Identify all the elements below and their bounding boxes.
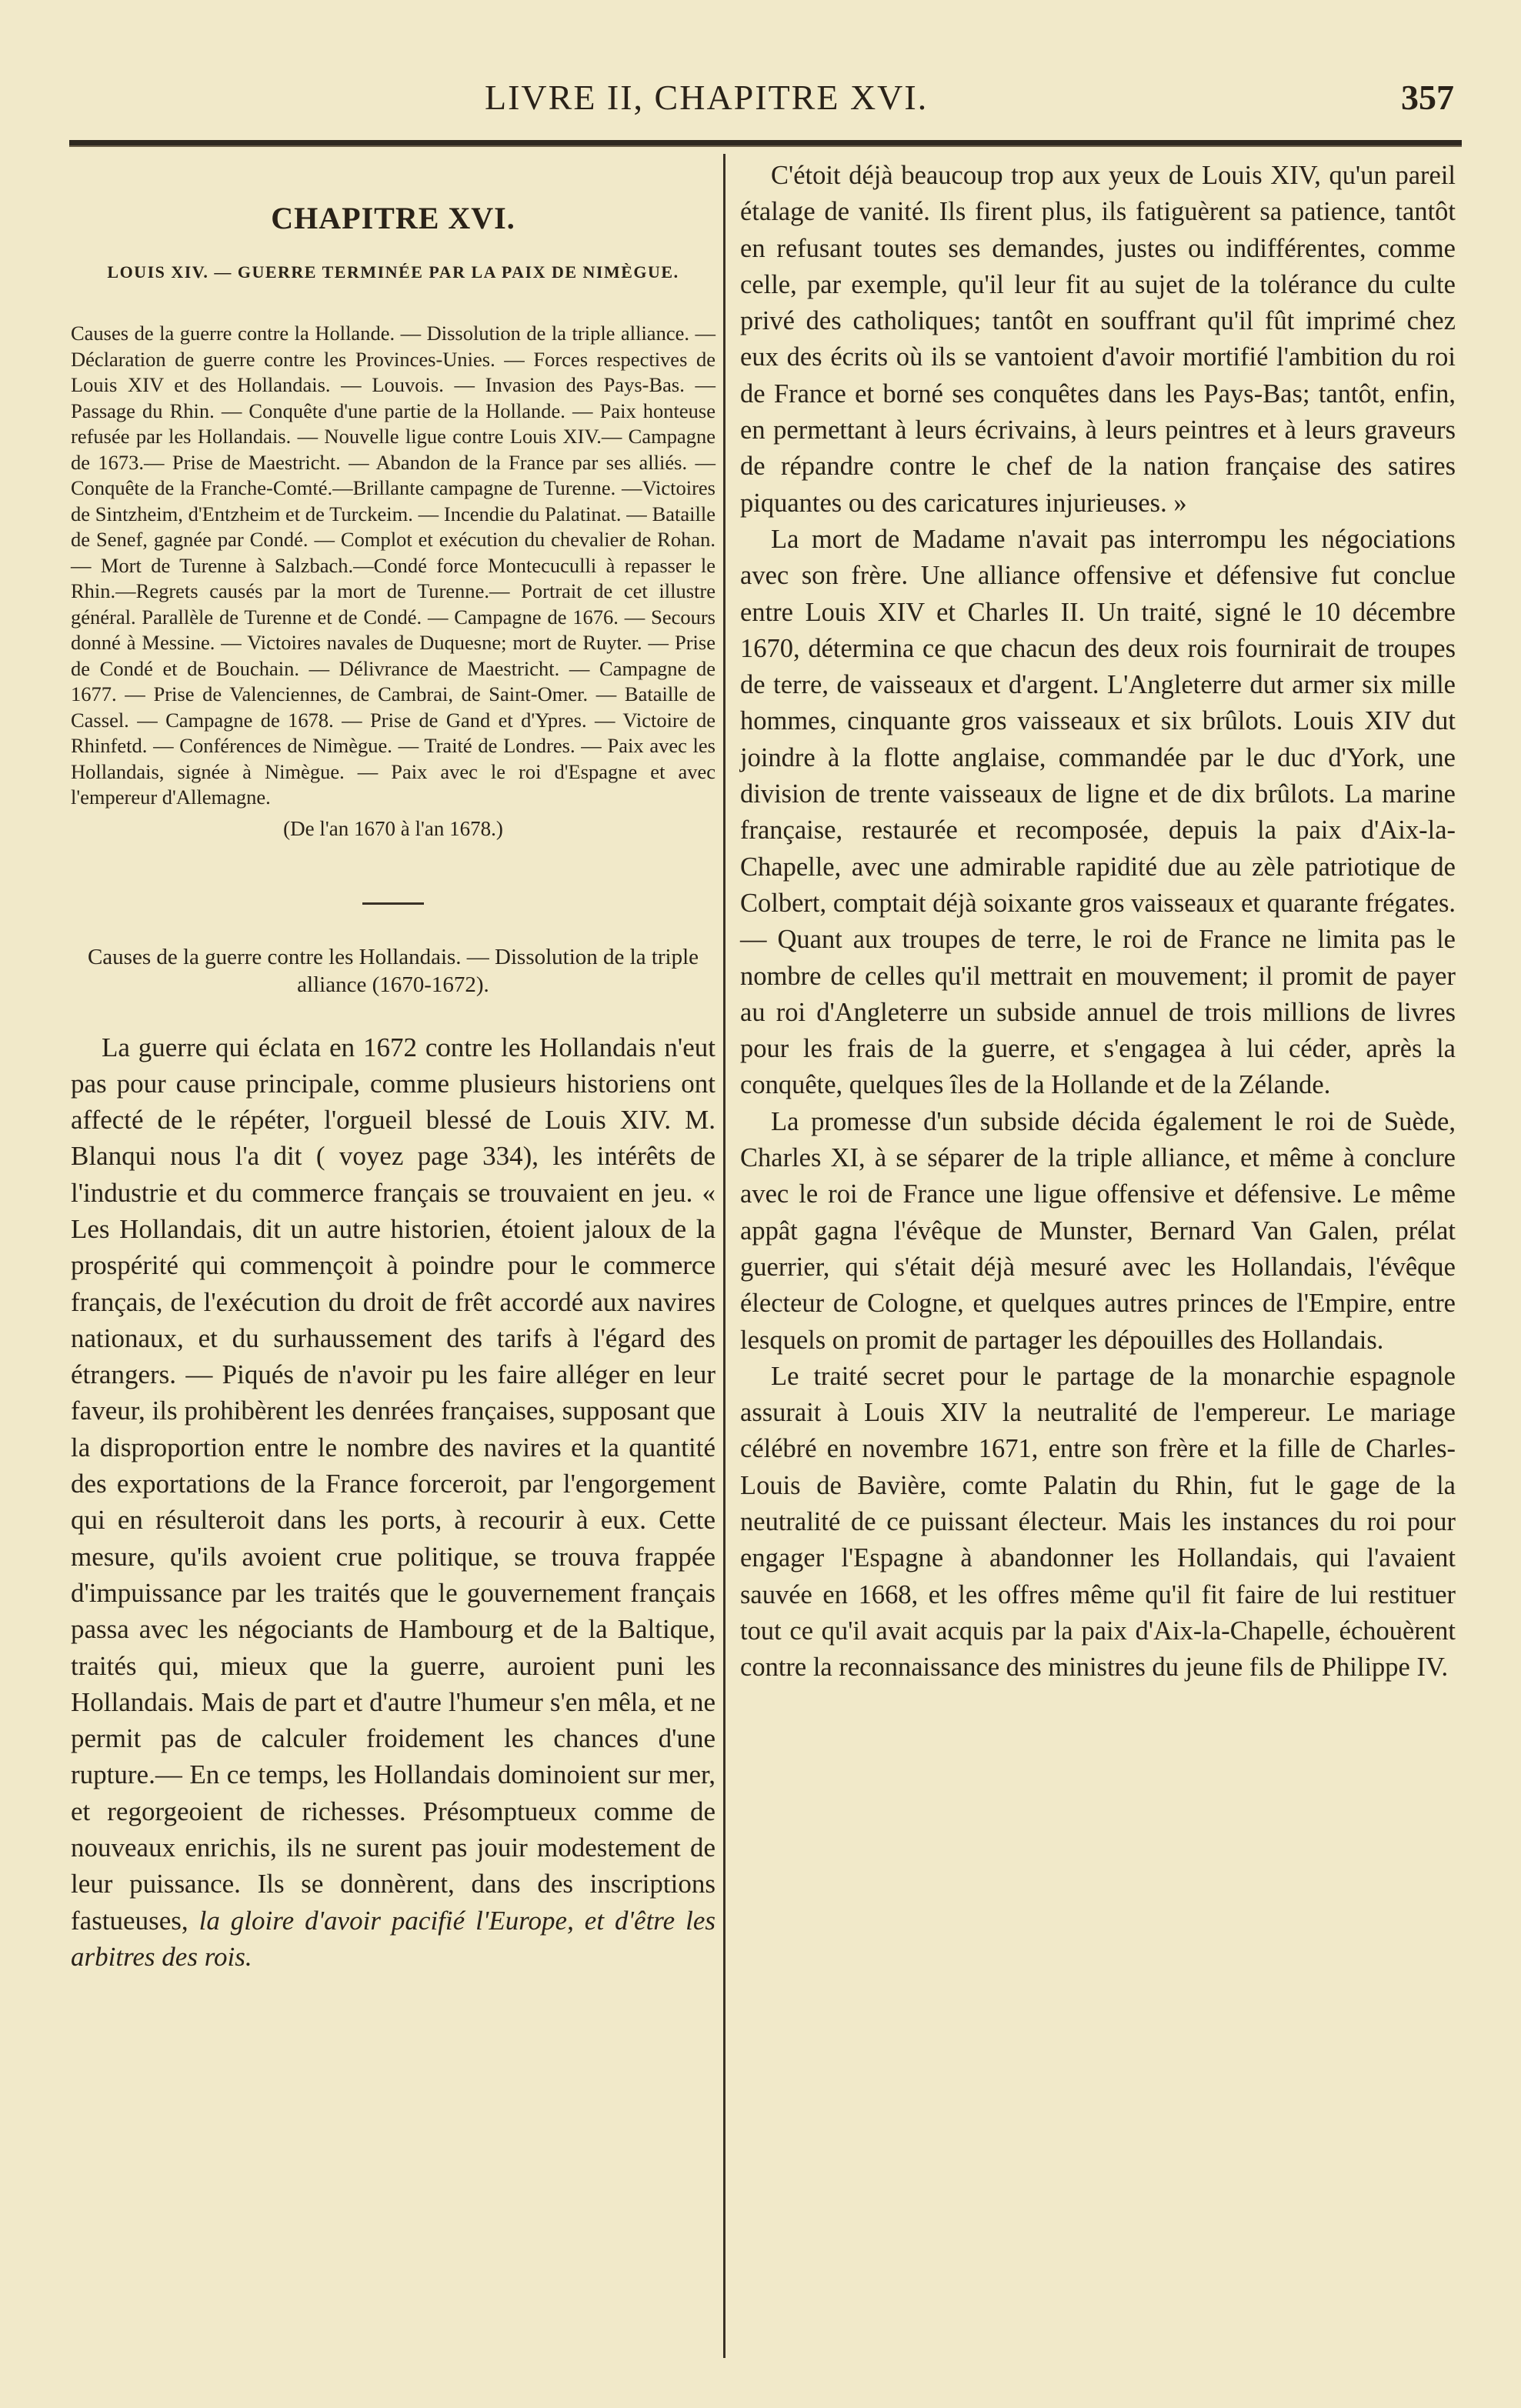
chapter-dates: (De l'an 1670 à l'an 1678.) xyxy=(283,816,503,840)
chapter-title: CHAPITRE XVI. xyxy=(271,201,515,235)
body-paragraph: C'étoit déjà beaucoup trop aux yeux de Louis XIV, qu'un pareil étalage de vanité. Ils firent plus, ils fatiguèrent sa patience, tantôt en refusant toutes ses demandes, justes ou indifférentes, comme celle, par exemple, qu'il leur fit au sujet de la tolérance du culte privé des catholiques; tantôt en souffrant qu'il fût imprimé chez eux des écrits où ils se vantoient d'avoir mortifié l'ambition du roi de France et borné ses conquêtes dans les Pays-Bas; tantôt, enfin, en permettant à leurs écrivains, à leurs peintres et à leurs graveurs de répandre contre le chef de la nation française des satires piquantes ou des caricatures injurieuses. » xyxy=(740,161,1456,518)
chapter-subtitle: LOUIS XIV. — GUERRE TERMINÉE PAR LA PAIX DE NIMÈGUE. xyxy=(107,262,679,282)
header-rule xyxy=(69,140,1462,147)
chapter-summary: Causes de la guerre contre la Hollande. — Dissolution de la triple alliance. — Déclaration de guerre contre les Provinces-Unies. — Forces respectives de Louis XIV et des Hollandais. — Louvois. — Invasion des Pays-Bas. — Passage du Rhin. — Conquête d'une partie de la Hollande. — Paix honteuse refusée par les Hollandais. — Nouvelle ligue contre Louis XIV.— Campagne de 1673.— Prise de Maestricht. — Abandon de la France par ses alliés. — Conquête de la Franche-Comté.—Brillante campagne de Turenne. —Victoires de Sintzheim, d'Entzheim et de Turckeim. — Incendie du Palatinat. — Bataille de Senef, gagnée par Condé. — Complot et exécution du chevalier de Rohan. — Mort de Turenne à Salzbach.—Condé force Montecuculli à repasser le Rhin.—Regrets causés par la mort de Turenne.— Portrait de cet illustre général. Parallèle de Turenne et de Condé. — Campagne de 1676. — Secours donné à Messine. — Victoires navales de Duquesne; mort de Ruyter. — Prise de Condé et de Bouchain. — Délivrance de Maestricht. — Campagne de 1677. — Prise de Valenciennes, de Cambrai, de Saint-Omer. — Bataille de Cassel. — Campagne de 1678. — Prise de Gand et d'Ypres. — Victoire de Rhinfetd. — Conférences de Nimègue. — Traité de Londres. — Paix avec les Hollandais, signée à Nimègue. — Paix avec le roi d'Espagne et avec l'empereur d'Allemagne. xyxy=(71,322,715,809)
body-paragraph: Le traité secret pour le partage de la monarchie espagnole assurait à Louis XIV la neutralité de l'empereur. Le mariage célébré en novembre 1671, entre son frère et la fille de Charles-Louis de Bavière, comte Palatin du Rhin, fut le gage de la neutralité de ce puissant électeur. Mais les instances du roi pour engager l'Espagne à abandonner les Hollandais, qui l'avaient sauvée en 1668, et les offres même qu'il fit faire de lui restituer tout ce qu'il avait acquis par la paix d'Aix-la-Chapelle, échouèrent contre la reconnaissance des ministres du jeune fils de Philippe IV. xyxy=(740,1361,1456,1683)
section-heading: Causes de la guerre contre les Hollandais. — Dissolution de la triple alliance (1670-1672). xyxy=(87,944,699,997)
running-title: LIVRE II, CHAPITRE XVI. xyxy=(485,78,929,117)
page-header xyxy=(69,77,1462,123)
body-paragraph xyxy=(71,1029,715,1976)
body-paragraph: La promesse d'un subside décida également le roi de Suède, Charles XI, à se séparer de la triple alliance, et même à conclure avec le roi de France une ligue offensive et défensive. Le même appât gagna l'évêque de Munster, Bernard Van Galen, prélat guerrier, qui s'était déjà mesuré avec les Hollandais, l'évêque électeur de Cologne, et quelques autres princes de l'Empire, entre lesquels on promit de partager les dépouilles des Hollandais. xyxy=(740,1106,1456,1355)
page-number: 357 xyxy=(1401,78,1454,117)
body-italic-quote: la gloire d'avoir pacifié l'Europe, et d'être les arbitres des rois. xyxy=(71,1905,715,1972)
section-separator xyxy=(362,902,424,905)
body-paragraph: La mort de Madame n'avait pas interrompu les négociations avec son frère. Une alliance offensive et défensive fut conclue entre Louis XIV et Charles II. Un traité, signé le 10 décembre 1670, détermina ce que chacun des deux rois fournirait de troupes de terre, de vaisseaux et d'argent. L'Angleterre dut armer six mille hommes, cinquante gros vaisseaux et six brûlots. Louis XIV dut joindre à la flotte anglaise, commandée par le duc d'York, une division de trente vaisseaux de ligne et de dix brûlots. La marine française, restaurée et recomposée, depuis la paix d'Aix-la-Chapelle, avec une admirable rapidité due au zèle patriotique de Colbert, comptait déjà soixante gros vaisseaux et quarante frégates. — Quant aux troupes de terre, le roi de France ne limita pas le nombre de celles qu'il mettrait en mouvement; il promit de payer au roi d'Angleterre un subside annuel de trois millions de livres pour les frais de la guerre, et s'engagea à lui céder, après la conquête, quelques îles de la Hollande et de la Zélande. xyxy=(740,524,1456,1100)
column-divider xyxy=(723,154,725,2358)
body-text: La guerre qui éclata en 1672 contre les Hollandais n'eut pas pour cause principale, comme plusieurs historiens ont affecté de le répéter, l'orgueil blessé de Louis XIV. M. Blanqui nous l'a dit ( voyez page 334), les intérêts de l'industrie et du commerce français se trouvaient en jeu. « Les Hollandais, dit un autre historien, étoient jaloux de la prospérité qui commençoit à poindre pour le commerce français, de l'exécution du droit de frêt accordé aux navires nationaux, et du surhaussement des tarifs à l'égard des étrangers. — Piqués de n'avoir pu les faire alléger en leur faveur, ils prohibèrent les denrées françaises, supposant que la disproportion entre le nombre des navires et la quantité des exportations de la France forceroit, par l'engorgement qui en résulteroit dans les ports, à recourir à eux. Cette mesure, qu'ils avoient crue politique, se trouva frappée d'impuissance par les traités que le gouvernement français passa avec les négociants de Hambourg et de la Baltique, traités qui, mieux que la guerre, auroient puni les Hollandais. Mais de part et d'autre l'humeur s'en mêla, et ne permit pas de calculer froidement les chances d'une rupture.— En ce temps, les Hollandais dominoient sur mer, et regorgeoient de richesses. Présomptueux comme de nouveaux enrichis, ils ne surent pas jouir modestement de leur puissance. Ils se donnèrent, dans des inscriptions fastueuses, xyxy=(71,1032,715,1936)
left-column xyxy=(71,200,715,1975)
right-column xyxy=(740,158,1456,1686)
